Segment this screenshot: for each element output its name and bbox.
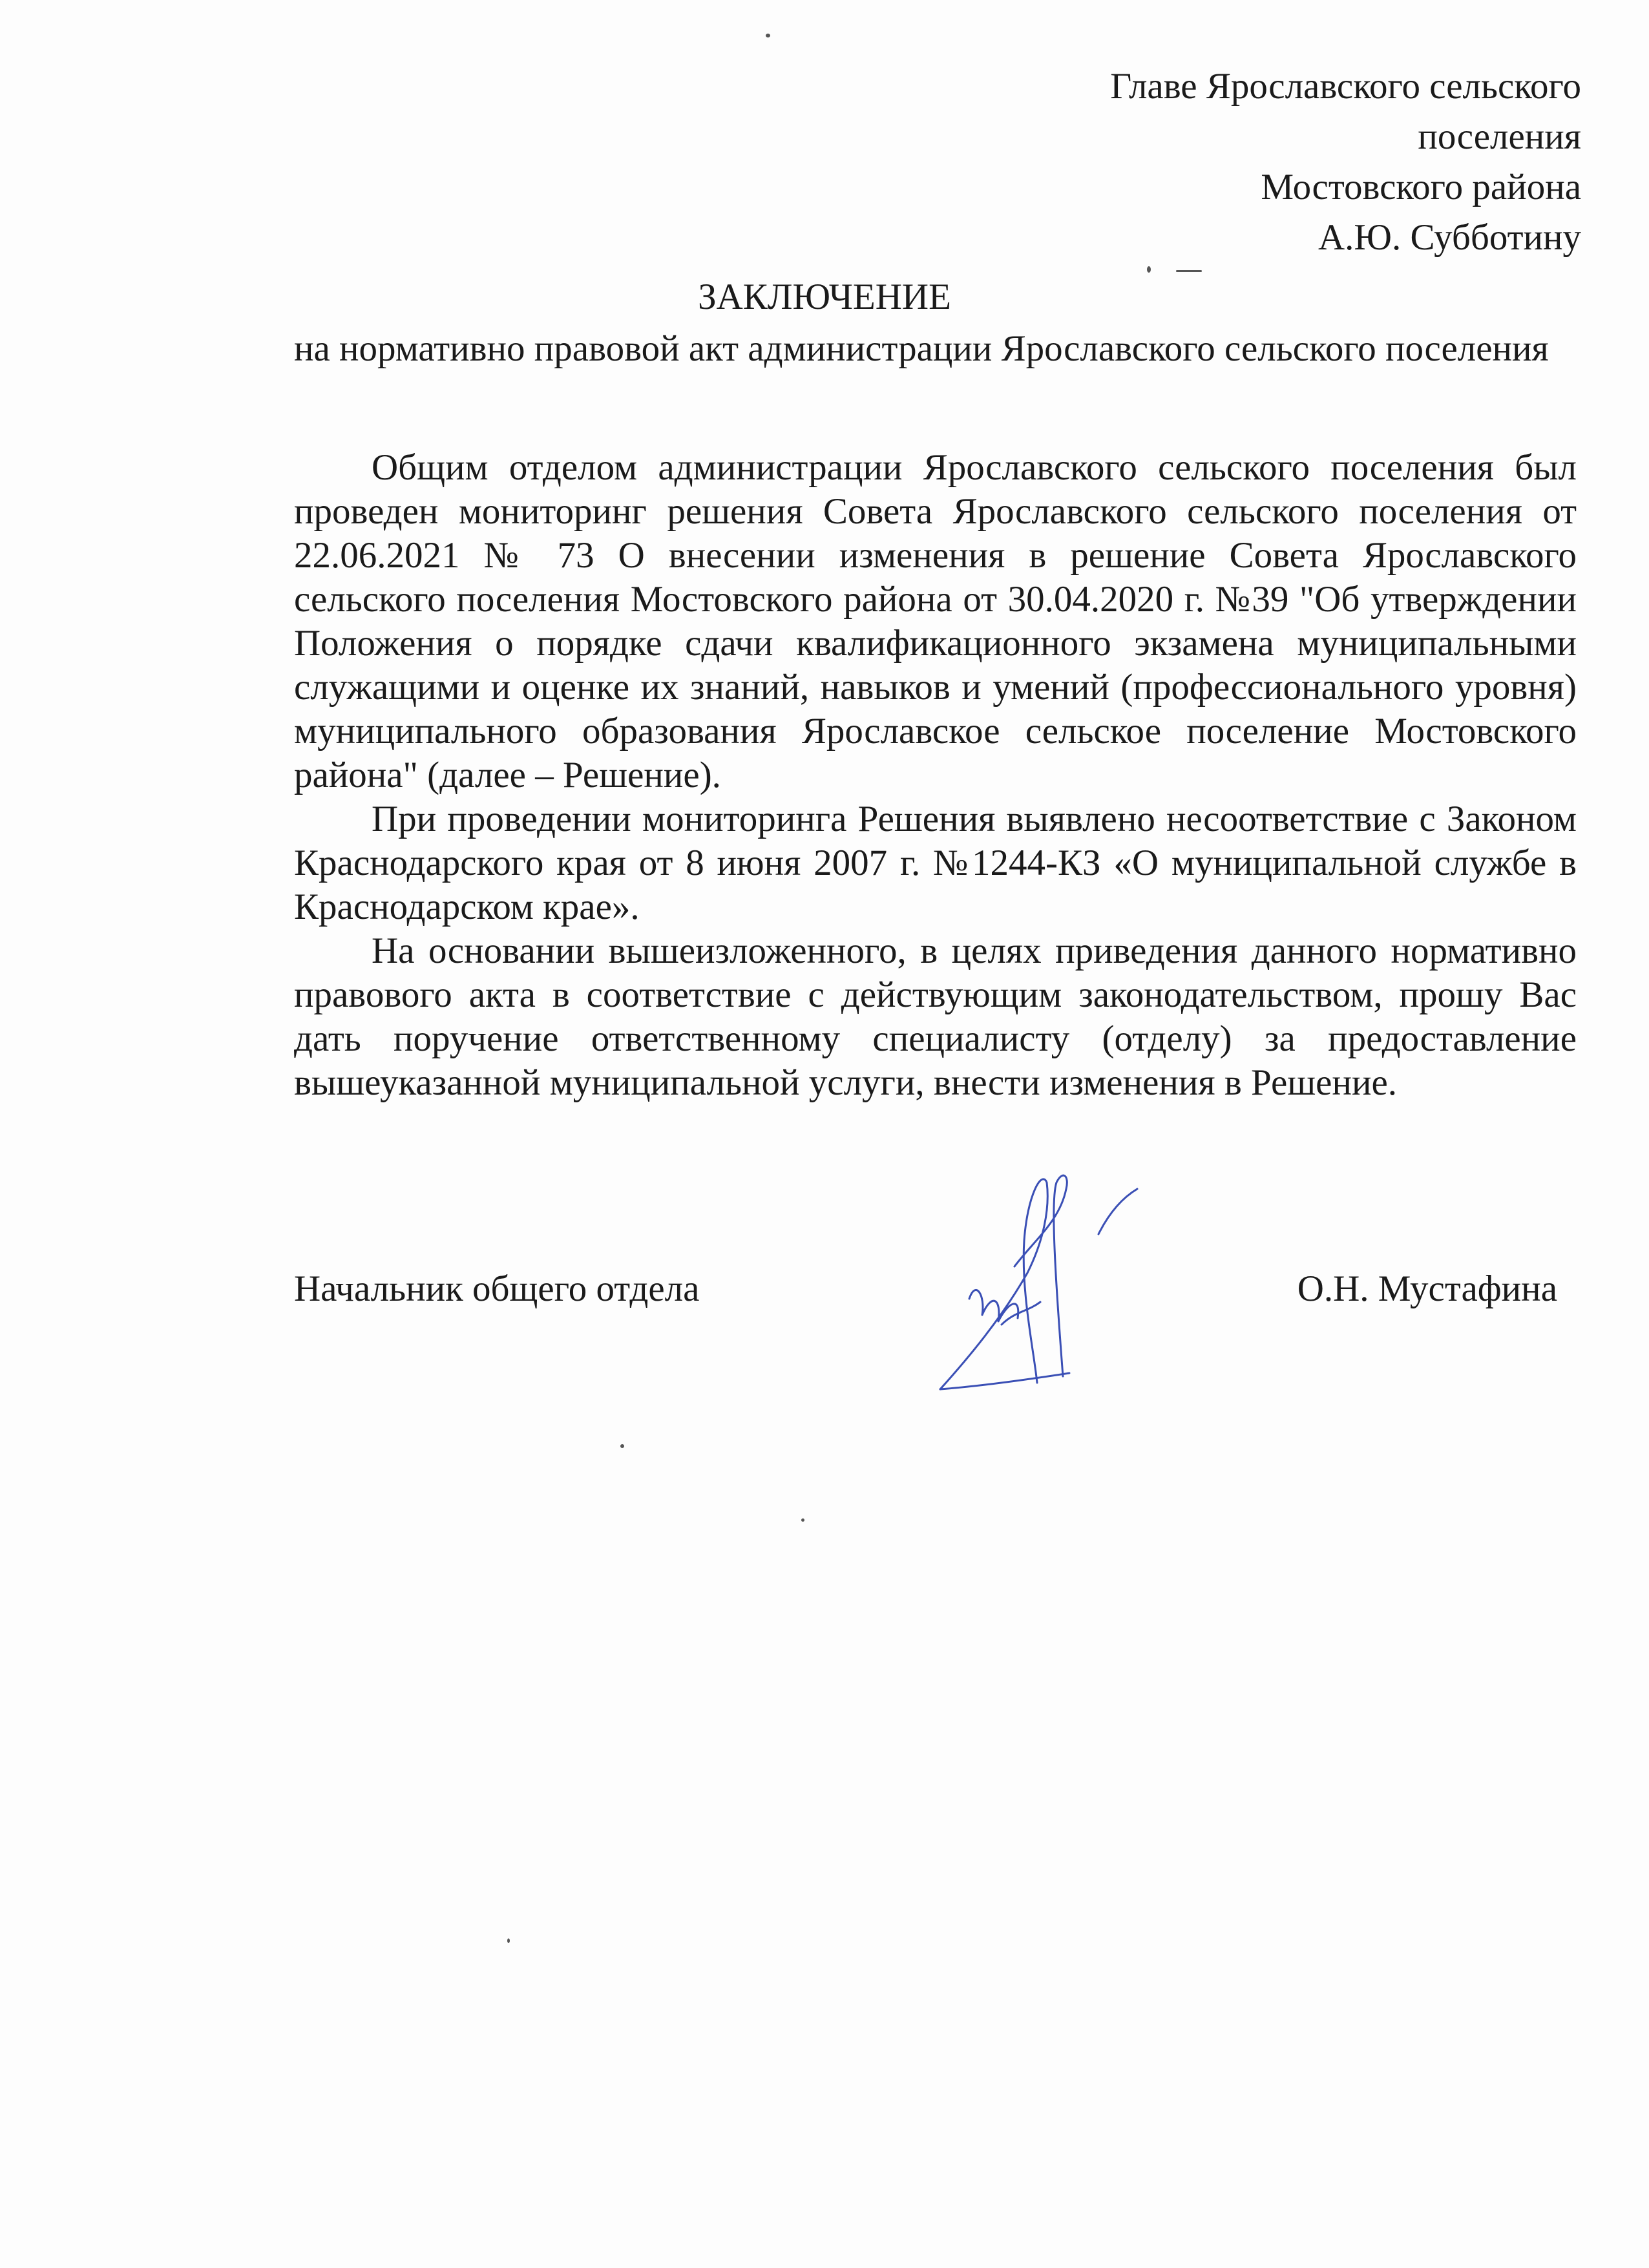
document-title: ЗАКЛЮЧЕНИЕ [698, 277, 951, 317]
addressee-block [935, 61, 1581, 263]
body-paragraph: Общим отделом администрации Ярославского сельского поселения был проведен мониторинг решения Совета Ярославского сельского поселения от 22.06.2021 № 73 О внесении изменения в решение Совета Ярославского сельского поселения Мостовского района от 30.04.2020 г. №39 "Об утверждении Положения о порядке сдачи квалификационного экзамена муниципальными служащими и оценке их знаний, навыков и умений (профессионального уровня) муниципального образования Ярославское сельское поселение Мостовского района" (далее – Решение). [294, 447, 1577, 795]
scan-speck [507, 1938, 510, 1943]
scan-speck [1176, 270, 1202, 272]
signature-row [294, 1263, 1557, 1315]
scan-speck [801, 1518, 804, 1522]
document-body [294, 446, 1577, 1105]
addressee-line: Мостовского района [1261, 167, 1581, 207]
document-subtitle: на нормативно правовой акт администрации Ярославского сельского поселения [294, 328, 1549, 369]
handwritten-signature-icon [930, 1163, 1150, 1409]
scan-speck [1147, 266, 1151, 273]
body-paragraph: При проведении мониторинга Решения выявлено несоответствие с Законом Краснодарского края от 8 июня 2007 г. №1244-КЗ «О муниципальной службе в Краснодарском крае». [294, 799, 1577, 927]
body-paragraph: На основании вышеизложенного, в целях приведения данного нормативно правового акта в соответствие с действующим законодательством, прошу Вас дать поручение ответственному специалисту (отделу) за предоставление вышеуказанной муниципальной услуги, внести изменения в Решение. [294, 930, 1577, 1103]
signatory-position: Начальник общего отдела [294, 1268, 700, 1309]
scan-speck [620, 1444, 624, 1448]
scan-speck [766, 34, 770, 37]
addressee-line: поселения [1418, 116, 1581, 157]
signatory-name: О.Н. Мустафина [1297, 1268, 1557, 1309]
addressee-name: А.Ю. Субботину [1318, 217, 1581, 258]
addressee-line: Главе Ярославского сельского [1110, 66, 1581, 107]
